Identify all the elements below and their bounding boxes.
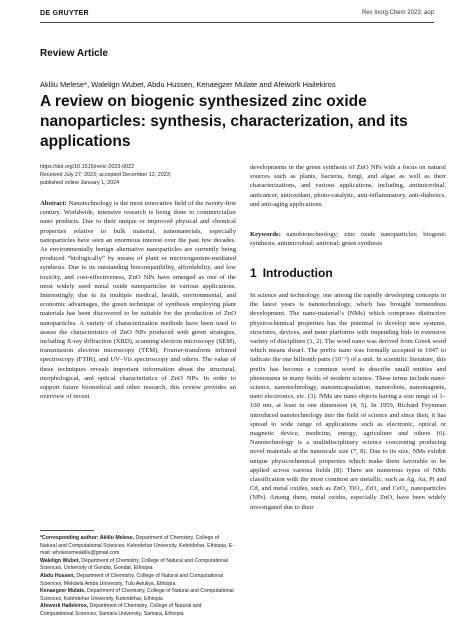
article-type: Review Article [40,48,108,59]
running-header [40,10,434,22]
section-number: 1 [250,266,257,280]
published-online-date: published online January 1, 2024 [40,180,120,186]
section-heading [250,266,333,280]
abstract-text: Nanotechnology is the most innovative field of the twenty-first century. Worldwide, intensive research is being done to commercialize nano products. Due to their unique or improved physical and chemical properties relative to bulk material, nanomaterials, especially nanoparticles have seen an enormous interest over the past few decades. As environmentally benign alternative nanoparticles are currently being produced “biologically” by means of plant or microorganism-mediated synthesis. Due to its outstanding biocompatibility, affordability, and low toxicity, and cost-effectiveness, ZnO NPs have emerged as one of the most widely used metal oxide nanoparticles in various applications. Interestingly, due to its multiple medical, health, environmental, and economic advantages, the green technique of synthesis employing plant materials has been discovered to be suitable for the production of ZnO nanoparticles. A variety of characterization methods have been used to assess the characteristics of ZnO NPs produced with green strategies, including X-ray diffraction (XRD), scanning electron microscopy (SEM), transmission electron microscopy (TEM), Fourier-transform infrared spectroscopy (FTIR), and UV–Vis spectroscopy and others. The value of these techniques reveals important information about the structural, morphological, and optical characteristics of ZnO NPs. In order to support future biomedical and other research, this review provides an overview of recent [40,200,236,401]
publisher-name: DE GRUYTER [40,10,89,17]
keywords-label: Keywords: [250,231,281,238]
abstract-left-column [40,199,236,461]
footnote-item: Afework Hailekiros, Department of Chemistry, College of Natural and Computational Sciences, Samara University, Samara, Ethiopia [40,603,202,617]
abstract-continuation: developments in the green synthesis of ZnO NPs with a focus on natural sources such as plants, bacteria, fungi, and algae as well as their characterizations, and various applications, including, antimicrobial, anticancer, antioxidant, photo-catalytic, anti-inflammatory, anti-diabetics, and anti-aging applications. [250,164,446,208]
header-rule [40,22,434,23]
author-list: Aklilu Melese*, Walelign Wubet, Abdu Hussen, Kenaegzer Mulate and Afework Hailekiros [40,80,336,89]
author-affiliations [40,535,236,619]
footnote-item: Kenaegzer Mulate, Department of Chemistry, College of Natural and Computational Sciences, Kebridehar University, Kebridehar, Ethiopia [40,588,234,602]
footnote-rule [40,530,94,531]
keywords-text: nanobiotechnology; zinc oxide nanoparticles; biogenic synthesis; antimicrobial; antiviral; green synthesis [250,231,446,248]
introduction-body [250,291,446,621]
intro-paragraph: In science and technology, one among the rapidly developing concepts in the latest years is nanotechnology, which has brought tremendous development. The nano-material’s (NMs) which comprises distinctive physicochemical properties has the potential to develop new systems, structures, devices, and nano platforms with impending bids in extensive variety of disciplines (1, 2). The word nano was derived from Greek word which means dwarf. The prefix nano was formally accepted in 1947 to indicate the one billionth parts (10⁻⁹) of a unit. In scientific literature, this prefix has become a common word to describe small entities and phenomena in many fields of modern science. These terms include nano-science, nanotechnology, nanoencapsulation, nanorobots, nanomagnets, nano electronics, etc. (3). NMs are nano objects having a size range of 1–100 nm, at least in one dimension (4, 5). In 1959, Richard Feynman introduced nanotechnology into the field of science and since then, it has spread to wide range of applications such as electronic, optical or magnetic device, medicine, energy, agriculture and others (6). Nanotechnology is a multidisciplinary science concerning producing novel materials at the nanoscale size (7, 8). Due to its size, NMs exhibit unique physicochemical properties which make them favorable to be applied across various fields (8). There are numerous types of NMs classification with the most common are metallic, such as Ag, Au, Pt and Cd, and metal oxides, such as ZnO, TiO₂, ZrO₂ and CeO₂, nanoparticles (NPs). Among them, metal oxides, especially ZnO, have been widely investigated due to their [250,292,446,511]
article-title: A review on biogenic synthesized zinc oxide nanoparticles: synthesis, characterization, and its applications [40,93,408,150]
section-title: Introduction [262,266,333,280]
received-accepted-dates: Received July 27, 2023; accepted December 12, 2023; [40,172,172,178]
abstract-label: Abstract: [40,200,67,207]
keywords-block [250,230,446,248]
article-meta [40,163,171,187]
footnote-item: Abdu Hussen, Department of Chemistry, College of Natural and Computational Sciences, Mekdela Amba University, Tulu Awuliya, Ethiopia [40,572,223,587]
footnote-item: Walelign Wubet, Department of Chemistry, College of Natural and Computational Sciences, University of Gondar, Gondar, Ethiopia [40,557,228,572]
journal-citation: Rev Inorg Chem 2023; aop [361,10,434,16]
footnote-item: *Corresponding author: Aklilu Melese, Department of Chemistry, College of Natural and Computational Sciences, Kebridehar University, Kebridehar, Ethiopia, E-mail: wholesomeaklilu@gmail.com [40,535,234,557]
doi-link[interactable]: https://doi.org/10.1515/revic-2023-0022 [40,164,135,170]
